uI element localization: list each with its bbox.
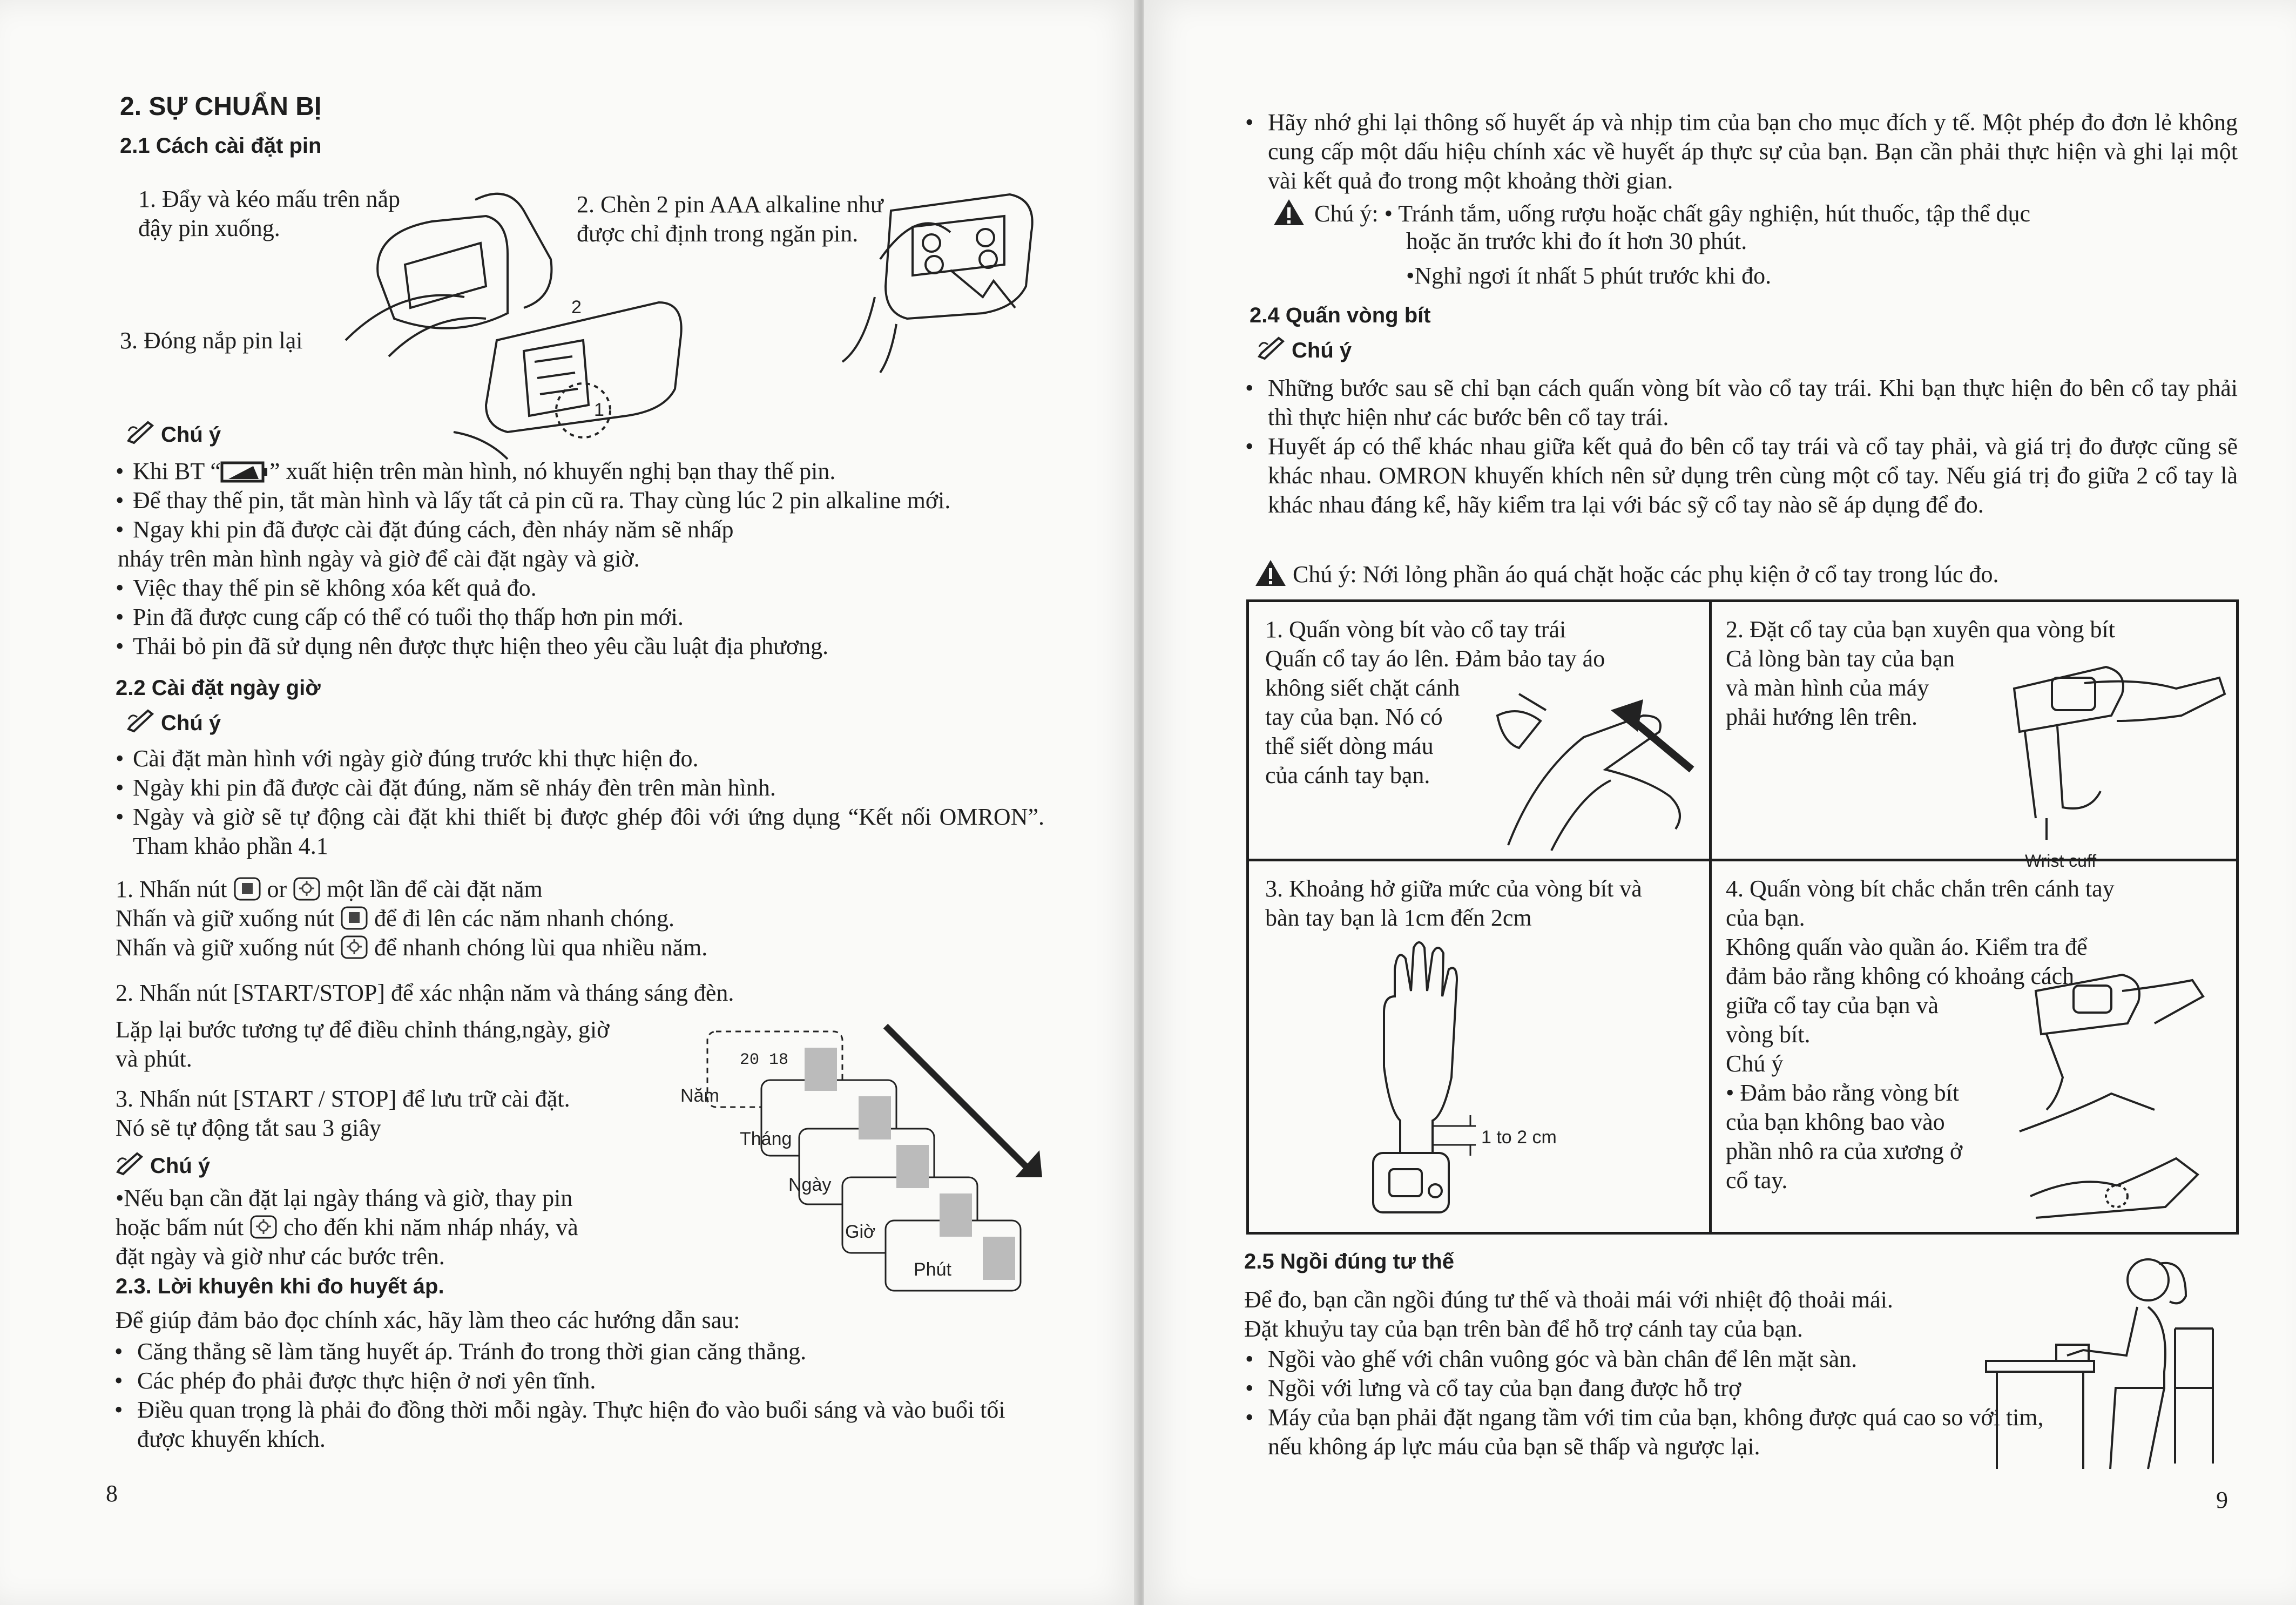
datetime-step-3: 3. Nhấn nút [START / STOP] để lưu trữ cài đặt. Nó sẽ tự động tắt sau 3 giây	[116, 1085, 570, 1141]
warning-1-line-3: •Nghỉ ngơi ít nhất 5 phút trước khi đo.	[1406, 262, 1772, 289]
datetime-note-item: • Cài đặt màn hình với ngày giờ đúng trước khi thực hiện đo.	[116, 744, 1044, 773]
record-advice: • Hãy nhớ ghi lại thông số huyết áp và nhịp tim của bạn cho mục đích y tế. Một phép đo đơn lẻ không cung cấp một dấu hiệu chính xác về huyết áp thực sự của bạn. Bạn cần phải thực hiện và ghi lại một vài kết quả đo trong một khoảng thời gian.	[1239, 108, 2238, 195]
tips-item: • Các phép đo phải được thực hiện ở nơi yên tĩnh.	[108, 1366, 1042, 1395]
warning-2: Chú ý: Nới lỏng phần áo quá chặt hoặc các phụ kiện ở cổ tay trong lúc đo.	[1254, 558, 1999, 589]
fig-label-2: 2	[571, 297, 582, 318]
cuff-note-item: • Những bước sau sẽ chỉ bạn cách quấn vòng bít vào cổ tay trái. Khi bạn thực hiện đo bên cổ tay phải thì thực hiện như các bước bên cổ tay trái.	[1239, 374, 2238, 432]
fig-minute-label: Phút	[914, 1259, 951, 1280]
datetime-step-2: 2. Nhấn nút [START/STOP] để xác nhận năm và tháng sáng đèn.	[116, 980, 734, 1006]
cuff-steps-grid	[1246, 599, 2239, 1235]
datetime-step-1: 1. Nhấn nút or một lần để cài đặt năm Nhấn và giữ xuống nút để đi lên các năm nhanh chóng. Nhấn và giữ xuống nút để nhanh chóng lùi qua nhiều năm.	[116, 876, 708, 961]
seated-posture-illustration	[1986, 1247, 2234, 1474]
cuff-section-title: 2.4 Quấn vòng bít	[1250, 304, 1431, 327]
battery-step-2: 2. Chèn 2 pin AAA alkaline như được chỉ định trong ngăn pin.	[577, 191, 883, 247]
tips-item: • Căng thẳng sẽ làm tăng huyết áp. Tránh đo trong thời gian căng thẳng.	[108, 1337, 1042, 1366]
datetime-section-title: 2.2 Cài đặt ngày giờ	[116, 676, 321, 700]
datetime-note-item: • Ngày và giờ sẽ tự động cài đặt khi thiết bị được ghép đôi với ứng dụng “Kết nối OMRON”. Tham khảo phần 4.1	[116, 802, 1044, 861]
wrap-cuff-illustration	[2014, 969, 2230, 1239]
cuff-note-item: • Huyết áp có thể khác nhau giữa kết quả đo bên cổ tay trái và cổ tay phải, và giá trị đo được cũng sẽ khác nhau. OMRON khuyến khích nên sử dụng trên cùng một cổ tay. Nếu giá trị đo giữa 2 cổ tay là khác nhau đáng kể, hãy kiểm tra lại với bác sỹ cổ tay nào sẽ áp dụng để đo.	[1239, 432, 2238, 520]
note-1-continuation: nháy trên màn hình ngày và giờ để cài đặt ngày và giờ.	[118, 545, 640, 572]
warning-triangle-icon	[1254, 558, 1287, 588]
note-1-heading: Chú ý	[126, 421, 221, 447]
cuff-note-heading: Chú ý	[1257, 337, 1352, 363]
battery-low-icon	[221, 458, 269, 483]
note-1-item: • Thải bỏ pin đã sử dụng nên được thực hiện theo yêu cầu luật địa phương.	[116, 632, 1077, 661]
warning-triangle-icon	[1272, 198, 1306, 227]
warning-1-line-2: hoặc ăn trước khi đo ít hơn 30 phút.	[1406, 228, 1747, 254]
fig-month-label: Tháng	[740, 1129, 792, 1149]
note-pencil-icon	[116, 1152, 145, 1176]
note-1-item: • Việc thay thế pin sẽ không xóa kết quả đo.	[116, 574, 1077, 603]
note-2-heading: Chú ý	[126, 710, 221, 736]
left-page	[0, 0, 1139, 1605]
datetime-notes	[116, 744, 1044, 861]
battery-step-1: 1. Đẩy và kéo mấu trên nắp đậy pin xuống.	[138, 186, 401, 241]
battery-low-item: • Khi BT “ ” xuất hiện trên màn hình, nó khuyến nghị bạn thay thế pin.	[116, 457, 1077, 486]
note-3-heading: Chú ý	[116, 1152, 210, 1178]
posture-item: • Ngồi với lưng và cổ tay của bạn đang được hỗ trợ	[1239, 1374, 2070, 1403]
posture-section-title: 2.5 Ngồi đúng tư thế	[1244, 1250, 1454, 1273]
memory-button-icon	[340, 906, 368, 930]
posture-list	[1239, 1345, 2070, 1461]
note-3-body: •Nếu bạn cần đặt lại ngày tháng và giờ, thay pin hoặc bấm nút cho đến khi năm nháp nháy, và đặt ngày và giờ như các bước trên.	[116, 1185, 578, 1270]
page-number-right: 9	[2216, 1487, 2228, 1513]
settings-button-icon	[293, 876, 321, 901]
page-number-left: 8	[106, 1480, 118, 1507]
datetime-note-item: • Ngày khi pin đã được cài đặt đúng, năm sẽ nháy đèn trên màn hình.	[116, 773, 1044, 802]
memory-button-icon	[233, 876, 261, 901]
datetime-step-2-more: Lặp lại bước tương tự để điều chỉnh tháng,ngày, giờ và phút.	[116, 1016, 610, 1072]
warning-1: Chú ý: • Tránh tắm, uống rượu hoặc chất gây nghiện, hút thuốc, tập thể dục	[1272, 198, 2030, 228]
tips-item: • Điều quan trọng là phải đo đồng thời mỗi ngày. Thực hiện đo vào buổi sáng và vào buổi tối được khuyến khích.	[108, 1395, 1042, 1454]
fig-day-label: Ngày	[788, 1175, 832, 1195]
wrist-through-cuff-illustration	[2003, 656, 2230, 871]
cuff-step-2-cell: 2. Đặt cổ tay của bạn xuyên qua vòng bít Cả lòng bàn tay của bạn và màn hình của máy phải hướng lên trên. Wrist cuff	[1711, 601, 2238, 860]
tips-intro: Để giúp đảm bảo đọc chính xác, hãy làm theo các hướng dẫn sau:	[116, 1307, 740, 1333]
gap-measure-label: 1 to 2 cm	[1481, 1127, 1557, 1148]
settings-button-icon	[249, 1215, 278, 1239]
note-1-item: • Ngay khi pin đã được cài đặt đúng cách, đèn nháy năm sẽ nhấp	[116, 515, 1077, 544]
posture-item: • Ngồi vào ghế với chân vuông góc và bàn chân để lên mặt sàn.	[1239, 1345, 2070, 1374]
battery-step-3: 3. Đóng nắp pin lại	[120, 327, 303, 354]
tips-section-title: 2.3. Lời khuyên khi đo huyết áp.	[116, 1274, 444, 1298]
fig-year-label: Năm	[680, 1085, 719, 1106]
battery-section-title: 2.1 Cách cài đặt pin	[120, 134, 322, 158]
cuff-step-1-cell: 1. Quấn vòng bít vào cổ tay trái Quấn cổ tay áo lên. Đảm bảo tay áo không siết chặt cánh tay của bạn. Nó có thể siết dòng máu của cánh tay bạn.	[1248, 601, 1711, 860]
cuff-step-3-cell: 3. Khoảng hở giữa mức của vòng bít và bàn tay bạn là 1cm đến 2cm 1 to 2 cm	[1248, 860, 1711, 1233]
wrist-cuff-label: Wrist cuff	[2025, 851, 2097, 871]
tips-list	[108, 1337, 1042, 1454]
note-1-body	[116, 457, 1077, 661]
posture-item: • Máy của bạn phải đặt ngang tầm với tim của bạn, không được quá cao so với tim, nếu không áp lực máu của bạn sẽ thấp và ngược lại.	[1239, 1403, 2070, 1461]
cuff-notes	[1239, 374, 2238, 520]
note-pencil-icon	[126, 421, 156, 445]
posture-intro: Để đo, bạn cần ngồi đúng tư thế và thoải mái với nhiệt độ thoải mái. Đặt khuỷu tay của bạn trên bàn để hỗ trợ cánh tay của bạn.	[1244, 1286, 1893, 1342]
roll-up-sleeve-illustration	[1487, 672, 1703, 856]
year-display: 20 18	[740, 1051, 789, 1069]
settings-button-icon	[340, 935, 368, 960]
cuff-gap-illustration	[1352, 937, 1622, 1218]
datetime-sequence-illustration	[680, 1015, 1069, 1296]
note-1-item: • Để thay thế pin, tắt màn hình và lấy tất cả pin cũ ra. Thay cùng lúc 2 pin alkaline mới.	[116, 486, 1077, 515]
battery-install-illustration	[346, 178, 1048, 481]
note-pencil-icon	[1257, 337, 1286, 361]
note-pencil-icon	[126, 710, 156, 733]
fig-label-1: 1	[594, 400, 604, 420]
fig-hour-label: Giờ	[845, 1222, 876, 1242]
right-page	[1144, 0, 2296, 1605]
cuff-step-4-cell: 4. Quấn vòng bít chắc chắn trên cánh tay của bạn. Không quấn vào quần áo. Kiểm tra để đảm bảo rằng không có khoảng cách giữa cổ tay của bạn và vòng bít. Chú ý • Đảm bảo rằng vòng bít của bạn không bao vào phần nhô ra của xương ở cổ tay.	[1711, 860, 2238, 1233]
note-1-item: • Pin đã được cung cấp có thể có tuổi thọ thấp hơn pin mới.	[116, 603, 1077, 632]
section-title: 2. SỰ CHUẨN BỊ	[120, 92, 322, 121]
